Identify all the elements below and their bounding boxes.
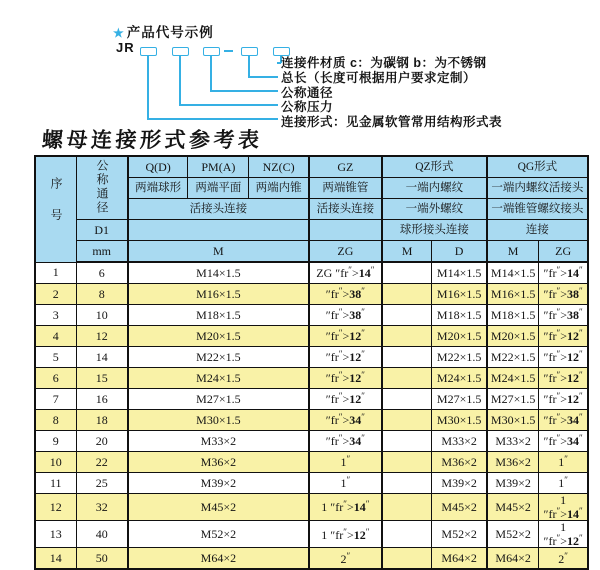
cell-dn: 50	[76, 548, 128, 570]
header-unit-mm: mm	[76, 241, 128, 263]
cell-qg-zg: ″fr″>12″	[539, 389, 588, 410]
cell-gz-zg: 1″	[309, 452, 382, 473]
code-label-diameter: 公称通径	[281, 86, 334, 100]
cell-index: 6	[35, 368, 76, 389]
header-qz-m: M	[382, 241, 432, 263]
code-box-4	[241, 47, 258, 56]
cell-qg-zg: ″fr″>38″	[539, 305, 588, 326]
cell-dn: 14	[76, 347, 128, 368]
header-d1: D1	[76, 220, 128, 241]
cell-m: M14×1.5	[128, 262, 309, 284]
leader-line	[147, 118, 278, 120]
cell-qz-d: M36×2	[432, 452, 487, 473]
cell-qg-m: M45×2	[487, 494, 539, 521]
cell-m: M24×1.5	[128, 368, 309, 389]
cell-qz-m	[382, 262, 432, 284]
leader-line	[147, 55, 149, 119]
cell-qz-m	[382, 452, 432, 473]
cell-qz-m	[382, 305, 432, 326]
cell-qz-m	[382, 326, 432, 347]
cell-index: 8	[35, 410, 76, 431]
cell-qz-d: M27×1.5	[432, 389, 487, 410]
leader-line	[210, 90, 278, 92]
cell-m: M39×2	[128, 473, 309, 494]
cell-index: 10	[35, 452, 76, 473]
cell-qg-m: M20×1.5	[487, 326, 539, 347]
cell-qg-m: M52×2	[487, 521, 539, 548]
cell-index: 11	[35, 473, 76, 494]
cell-m: M16×1.5	[128, 284, 309, 305]
cell-qg-zg: ″fr″>12″	[539, 368, 588, 389]
cell-index: 5	[35, 347, 76, 368]
cell-qz-d: M64×2	[432, 548, 487, 570]
col-header-gz: GZ	[309, 156, 382, 178]
cell-gz-zg: ″fr″>12″	[309, 368, 382, 389]
header-qg-zg: ZG	[539, 241, 588, 263]
table-row	[35, 521, 588, 548]
cell-qz-m	[382, 284, 432, 305]
cell-qz-d: M22×1.5	[432, 347, 487, 368]
table-row	[35, 305, 588, 326]
cell-m: M33×2	[128, 431, 309, 452]
col-header-nominal-diameter: 公称通径	[76, 156, 128, 220]
product-code-prefix: JR	[116, 40, 135, 55]
cell-qz-m	[382, 431, 432, 452]
code-dash	[224, 50, 233, 52]
cell-qz-m	[382, 473, 432, 494]
cell-index: 7	[35, 389, 76, 410]
code-label-connection: 连接形式：见金属软管常用结构形式表	[281, 115, 503, 129]
table-row	[35, 548, 588, 570]
cell-gz-zg: ″fr″>34″	[309, 431, 382, 452]
cell-qg-m: M33×2	[487, 431, 539, 452]
product-code-heading	[113, 21, 214, 41]
product-code-heading-text: 产品代号示例	[126, 25, 214, 40]
table-row	[35, 431, 588, 452]
cell-qg-zg: ″fr″>12″	[539, 326, 588, 347]
cell-m: M52×2	[128, 521, 309, 548]
cell-qg-m: M39×2	[487, 473, 539, 494]
cell-dn: 18	[76, 410, 128, 431]
cell-dn: 8	[76, 284, 128, 305]
cell-qg-m: M36×2	[487, 452, 539, 473]
table-header	[35, 156, 588, 262]
cell-index: 1	[35, 262, 76, 284]
code-label-material: 连接件材质 c：为碳钢 b：为不锈钢	[281, 56, 487, 70]
header-m-main: M	[128, 241, 309, 263]
table-row	[35, 473, 588, 494]
col-header-index: 序号	[35, 156, 76, 262]
table-row	[35, 262, 588, 284]
table-row	[35, 368, 588, 389]
header-qz-desc2: 一端外螺纹	[382, 199, 487, 220]
cell-qz-m	[382, 410, 432, 431]
cell-index: 12	[35, 494, 76, 521]
cell-qg-m: M18×1.5	[487, 305, 539, 326]
nut-connection-table	[34, 155, 589, 570]
cell-qz-d: M52×2	[432, 521, 487, 548]
leader-line	[248, 76, 278, 78]
header-qg-m: M	[487, 241, 539, 263]
cell-m: M30×1.5	[128, 410, 309, 431]
cell-qz-d: M16×1.5	[432, 284, 487, 305]
cell-qg-m: M64×2	[487, 548, 539, 570]
cell-qg-zg: ″fr″>12″	[539, 347, 588, 368]
cell-qz-m	[382, 548, 432, 570]
cell-qg-m: M24×1.5	[487, 368, 539, 389]
header-qz-connection: 球形接头连接	[382, 220, 487, 241]
code-box-1	[140, 47, 157, 56]
cell-index: 9	[35, 431, 76, 452]
cell-dn: 15	[76, 368, 128, 389]
cell-index: 13	[35, 521, 76, 548]
code-label-pressure: 公称压力	[281, 100, 334, 114]
cell-qz-d: M45×2	[432, 494, 487, 521]
cell-m: M22×1.5	[128, 347, 309, 368]
cell-gz-zg: ZG ″fr″>14″	[309, 262, 382, 284]
cell-qg-zg: 1 ″fr″>14″	[539, 494, 588, 521]
code-box-2	[172, 47, 189, 56]
cell-dn: 10	[76, 305, 128, 326]
cell-gz-zg: 1 ″fr″>14″	[309, 494, 382, 521]
cell-qz-d: M33×2	[432, 431, 487, 452]
cell-qg-zg: 2″	[539, 548, 588, 570]
col-header-pma: PM(A)	[188, 156, 249, 178]
header-qz-d: D	[432, 241, 487, 263]
header-empty	[309, 220, 382, 241]
cell-dn: 22	[76, 452, 128, 473]
col-header-qg: QG形式	[487, 156, 588, 178]
cell-qz-d: M24×1.5	[432, 368, 487, 389]
cell-m: M27×1.5	[128, 389, 309, 410]
leader-line	[210, 55, 212, 91]
table-row	[35, 284, 588, 305]
cell-dn: 40	[76, 521, 128, 548]
cell-gz-zg: ″fr″>12″	[309, 347, 382, 368]
header-qg-desc1: 一端内螺纹活接头	[487, 178, 588, 199]
cell-qz-d: M18×1.5	[432, 305, 487, 326]
col-header-qd: Q(D)	[128, 156, 188, 178]
cell-qg-m: M30×1.5	[487, 410, 539, 431]
cell-gz-zg: 1″	[309, 473, 382, 494]
cell-qz-m	[382, 389, 432, 410]
header-qd-desc: 两端球形	[128, 178, 188, 199]
col-header-qz: QZ形式	[382, 156, 487, 178]
cell-index: 2	[35, 284, 76, 305]
star-icon: ★	[113, 26, 125, 40]
cell-gz-zg: ″fr″>38″	[309, 305, 382, 326]
cell-gz-zg: 1 ″fr″>12″	[309, 521, 382, 548]
cell-m: M45×2	[128, 494, 309, 521]
header-pma-desc: 两端平面	[188, 178, 249, 199]
cell-m: M20×1.5	[128, 326, 309, 347]
table-row	[35, 389, 588, 410]
cell-qg-m: M14×1.5	[487, 262, 539, 284]
cell-qg-m: M16×1.5	[487, 284, 539, 305]
table-row	[35, 347, 588, 368]
header-gz-desc: 两端锥管	[309, 178, 382, 199]
cell-gz-zg: 2″	[309, 548, 382, 570]
cell-gz-zg: ″fr″>34″	[309, 410, 382, 431]
cell-dn: 16	[76, 389, 128, 410]
cell-dn: 32	[76, 494, 128, 521]
cell-qz-m	[382, 494, 432, 521]
cell-qg-m: M22×1.5	[487, 347, 539, 368]
cell-index: 3	[35, 305, 76, 326]
header-empty	[128, 220, 309, 241]
col-header-nzc: NZ(C)	[249, 156, 309, 178]
code-box-3	[203, 47, 220, 56]
leader-line	[179, 55, 181, 105]
code-label-length: 总长（长度可根据用户要求定制）	[281, 71, 477, 85]
header-qz-desc1: 一端内螺纹	[382, 178, 487, 199]
cell-gz-zg: ″fr″>12″	[309, 389, 382, 410]
cell-qg-zg: 1 ″fr″>12″	[539, 521, 588, 548]
header-nzc-desc: 两端内锥	[249, 178, 309, 199]
cell-qz-d: M30×1.5	[432, 410, 487, 431]
cell-m: M36×2	[128, 452, 309, 473]
cell-gz-zg: ″fr″>12″	[309, 326, 382, 347]
cell-m: M64×2	[128, 548, 309, 570]
cell-m: M18×1.5	[128, 305, 309, 326]
table-row	[35, 326, 588, 347]
cell-qg-zg: 1″	[539, 452, 588, 473]
page-title: 螺母连接形式参考表	[41, 127, 264, 152]
cell-index: 4	[35, 326, 76, 347]
leader-line	[179, 104, 278, 106]
cell-gz-zg: ″fr″>38″	[309, 284, 382, 305]
table-row	[35, 410, 588, 431]
cell-dn: 12	[76, 326, 128, 347]
cell-qz-m	[382, 347, 432, 368]
cell-qg-zg: ″fr″>34″	[539, 431, 588, 452]
cell-qz-d: M14×1.5	[432, 262, 487, 284]
cell-dn: 20	[76, 431, 128, 452]
cell-qg-zg: 1″	[539, 473, 588, 494]
cell-qg-zg: ″fr″>38″	[539, 284, 588, 305]
header-zg-main: ZG	[309, 241, 382, 263]
leader-line	[248, 55, 250, 77]
table-body	[35, 262, 588, 569]
cell-qz-d: M39×2	[432, 473, 487, 494]
table-row	[35, 452, 588, 473]
cell-qg-zg: ″fr″>34″	[539, 410, 588, 431]
cell-dn: 25	[76, 473, 128, 494]
cell-qz-m	[382, 521, 432, 548]
header-qg-desc2: 一端锥管螺纹接头	[487, 199, 588, 220]
header-union-connection: 活接头连接	[128, 199, 309, 220]
cell-qz-d: M20×1.5	[432, 326, 487, 347]
cell-qz-m	[382, 368, 432, 389]
cell-qg-zg: ″fr″>14″	[539, 262, 588, 284]
cell-index: 14	[35, 548, 76, 570]
header-gz-connection: 活接头连接	[309, 199, 382, 220]
table-row	[35, 494, 588, 521]
cell-dn: 6	[76, 262, 128, 284]
header-qg-connection: 连接	[487, 220, 588, 241]
cell-qg-m: M27×1.5	[487, 389, 539, 410]
